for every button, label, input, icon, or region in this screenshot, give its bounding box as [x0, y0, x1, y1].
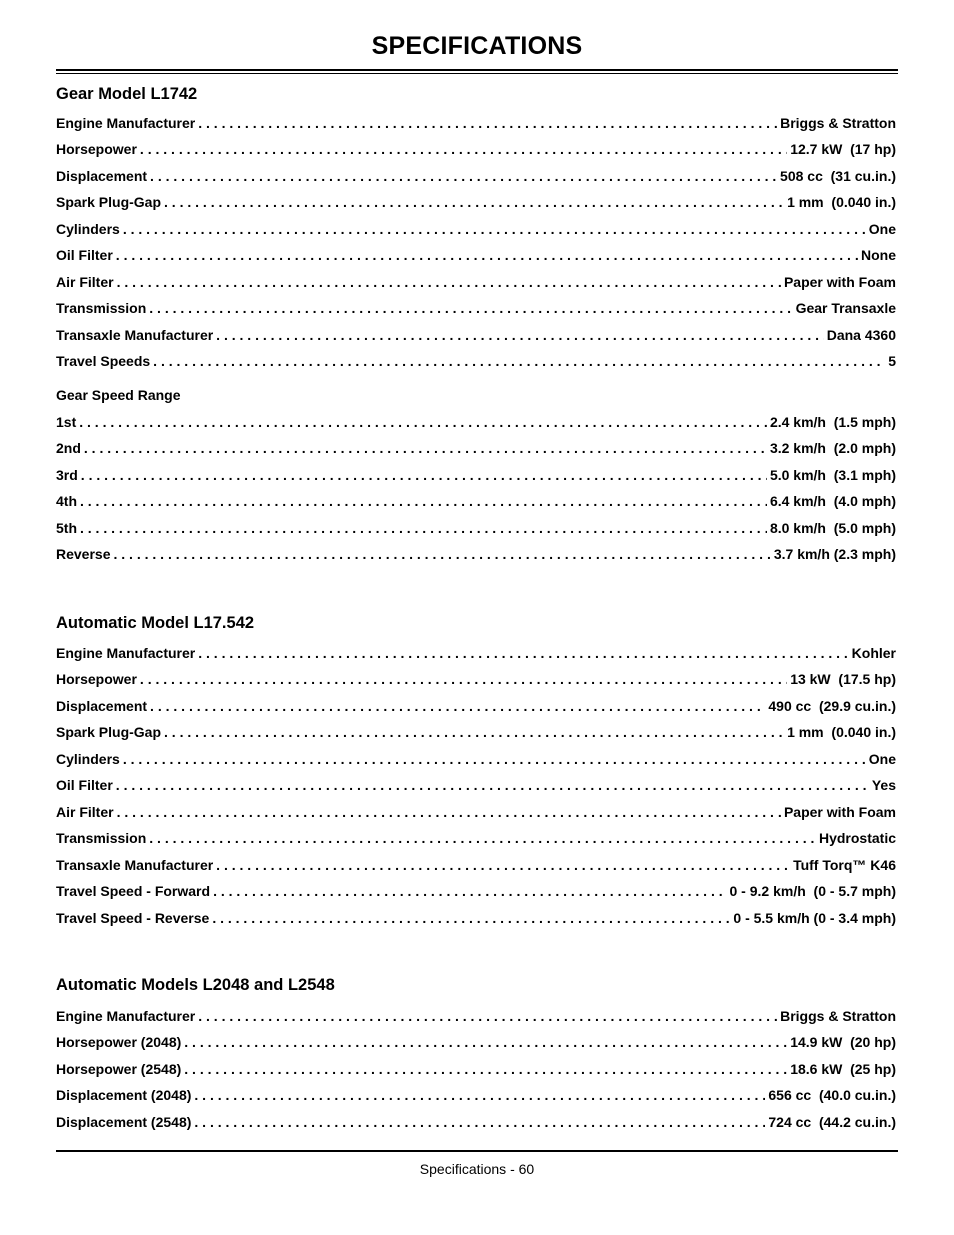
spec-row	[56, 300, 896, 320]
dot-leader	[212, 910, 730, 926]
spec-value: 490 cc (29.9 cu.in.)	[768, 698, 896, 714]
spec-value: Yes	[871, 777, 896, 793]
spec-value: Dana 4360	[826, 327, 896, 343]
spec-row	[56, 141, 896, 161]
dot-leader	[198, 1008, 777, 1024]
spec-row	[56, 910, 896, 930]
dot-leader	[84, 440, 767, 456]
spec-label: Horsepower	[56, 141, 137, 157]
spec-value: Gear Transaxle	[795, 300, 896, 316]
dot-leader	[80, 493, 767, 509]
dot-leader	[140, 141, 787, 157]
spec-value: 5.0 km/h (3.1 mph)	[769, 467, 896, 483]
page-title: SPECIFICATIONS	[371, 32, 583, 60]
spec-label: Horsepower (2548)	[56, 1061, 182, 1077]
dot-leader	[184, 1034, 787, 1050]
dot-leader	[116, 247, 858, 263]
dot-leader	[164, 194, 784, 210]
spec-row	[56, 777, 896, 797]
spec-value: One	[868, 221, 896, 237]
header-rule	[56, 69, 898, 71]
spec-label: Transmission	[56, 830, 147, 846]
spec-label: Engine Manufacturer	[56, 115, 196, 131]
speed-row	[56, 414, 896, 434]
spec-value: 656 cc (40.0 cu.in.)	[768, 1087, 896, 1103]
spec-value: 0 - 9.2 km/h (0 - 5.7 mph)	[729, 883, 896, 899]
spec-value: 18.6 kW (25 hp)	[790, 1061, 896, 1077]
spec-label: Travel Speeds	[56, 353, 151, 369]
spec-label: Transaxle Manufacturer	[56, 327, 214, 343]
spec-value: 1 mm (0.040 in.)	[787, 724, 896, 740]
spec-row	[56, 1034, 896, 1054]
speed-row	[56, 546, 896, 566]
speed-row	[56, 493, 896, 513]
spec-label: Transaxle Manufacturer	[56, 857, 214, 873]
spec-value: 5	[888, 353, 896, 369]
spec-label: Engine Manufacturer	[56, 1008, 196, 1024]
dot-leader	[114, 546, 771, 562]
spec-value: 14.9 kW (20 hp)	[790, 1034, 896, 1050]
dot-leader	[149, 300, 792, 316]
dot-leader	[153, 353, 885, 369]
dot-leader	[150, 698, 765, 714]
dot-leader	[123, 751, 866, 767]
spec-label: Transmission	[56, 300, 147, 316]
dot-leader	[123, 221, 866, 237]
spec-value: 724 cc (44.2 cu.in.)	[768, 1114, 896, 1130]
dot-leader	[194, 1087, 765, 1103]
dot-leader	[80, 520, 767, 536]
spec-row	[56, 1087, 896, 1107]
spec-value: Paper with Foam	[783, 274, 896, 290]
spec-label: Reverse	[56, 546, 111, 562]
spec-label: Oil Filter	[56, 777, 113, 793]
spec-row	[56, 751, 896, 771]
spec-value: 0 - 5.5 km/h (0 - 3.4 mph)	[733, 910, 896, 926]
section-title: Automatic Models L2048 and L2548	[56, 976, 335, 994]
spec-row	[56, 645, 896, 665]
dot-leader	[117, 274, 781, 290]
spec-value: None	[861, 247, 896, 263]
spec-row	[56, 857, 896, 877]
dot-leader	[213, 883, 726, 899]
spec-value: 2.4 km/h (1.5 mph)	[769, 414, 896, 430]
page-footer: Specifications - 60	[419, 1161, 535, 1177]
spec-label: Spark Plug-Gap	[56, 194, 162, 210]
spec-row	[56, 1061, 896, 1081]
spec-value: 3.7 km/h (2.3 mph)	[773, 546, 896, 562]
spec-label: 4th	[56, 493, 77, 509]
spec-label: Displacement (2048)	[56, 1087, 192, 1103]
spec-value: Briggs & Stratton	[780, 115, 896, 131]
speed-row	[56, 520, 896, 540]
spec-label: Engine Manufacturer	[56, 645, 196, 661]
spec-value: 1 mm (0.040 in.)	[787, 194, 896, 210]
spec-label: Cylinders	[56, 221, 120, 237]
dot-leader	[81, 467, 767, 483]
spec-value: 6.4 km/h (4.0 mph)	[769, 493, 896, 509]
spec-row	[56, 221, 896, 241]
spec-label: 1st	[56, 414, 77, 430]
spec-value: 508 cc (31 cu.in.)	[780, 168, 896, 184]
spec-value: 3.2 km/h (2.0 mph)	[769, 440, 896, 456]
spec-label: Cylinders	[56, 751, 120, 767]
spec-row	[56, 274, 896, 294]
spec-row	[56, 327, 896, 347]
spec-row	[56, 830, 896, 850]
dot-leader	[216, 327, 824, 343]
section-title: Gear Model L1742	[56, 85, 198, 103]
spec-row	[56, 724, 896, 744]
spec-row	[56, 168, 896, 188]
spec-label: Displacement	[56, 168, 148, 184]
spec-label: Travel Speed - Forward	[56, 883, 211, 899]
spec-row	[56, 353, 896, 373]
spec-label: Horsepower	[56, 671, 137, 687]
spec-value: Briggs & Stratton	[780, 1008, 896, 1024]
subsection-title: Gear Speed Range	[56, 387, 181, 403]
spec-value: 8.0 km/h (5.0 mph)	[769, 520, 896, 536]
spec-label: Travel Speed - Reverse	[56, 910, 210, 926]
spec-label: Oil Filter	[56, 247, 113, 263]
spec-label: 2nd	[56, 440, 81, 456]
dot-leader	[117, 804, 781, 820]
speed-row	[56, 440, 896, 460]
spec-value: 12.7 kW (17 hp)	[790, 141, 896, 157]
dot-leader	[198, 645, 848, 661]
dot-leader	[149, 830, 816, 846]
dot-leader	[116, 777, 869, 793]
spec-row	[56, 883, 896, 903]
spec-value: Paper with Foam	[783, 804, 896, 820]
spec-value: 13 kW (17.5 hp)	[790, 671, 896, 687]
spec-row	[56, 804, 896, 824]
spec-row	[56, 194, 896, 214]
dot-leader	[216, 857, 790, 873]
spec-row	[56, 671, 896, 691]
spec-row	[56, 1008, 896, 1028]
spec-value: Hydrostatic	[818, 830, 896, 846]
spec-label: Displacement (2548)	[56, 1114, 192, 1130]
spec-value: Tuff Torq™ K46	[793, 857, 896, 873]
speed-row	[56, 467, 896, 487]
header-rule-thin	[56, 73, 898, 74]
dot-leader	[150, 168, 777, 184]
spec-label: Spark Plug-Gap	[56, 724, 162, 740]
dot-leader	[164, 724, 784, 740]
spec-value: Kohler	[851, 645, 896, 661]
spec-label: Horsepower (2048)	[56, 1034, 182, 1050]
spec-row	[56, 247, 896, 267]
dot-leader	[194, 1114, 765, 1130]
spec-label: 3rd	[56, 467, 78, 483]
section-title: Automatic Model L17.542	[56, 614, 255, 632]
dot-leader	[198, 115, 777, 131]
dot-leader	[79, 414, 767, 430]
footer-rule	[56, 1150, 898, 1152]
spec-label: Air Filter	[56, 804, 114, 820]
dot-leader	[184, 1061, 787, 1077]
spec-row	[56, 1114, 896, 1134]
spec-row	[56, 698, 896, 718]
spec-label: 5th	[56, 520, 77, 536]
spec-label: Air Filter	[56, 274, 114, 290]
spec-label: Displacement	[56, 698, 148, 714]
spec-value: One	[868, 751, 896, 767]
dot-leader	[140, 671, 787, 687]
spec-row	[56, 115, 896, 135]
